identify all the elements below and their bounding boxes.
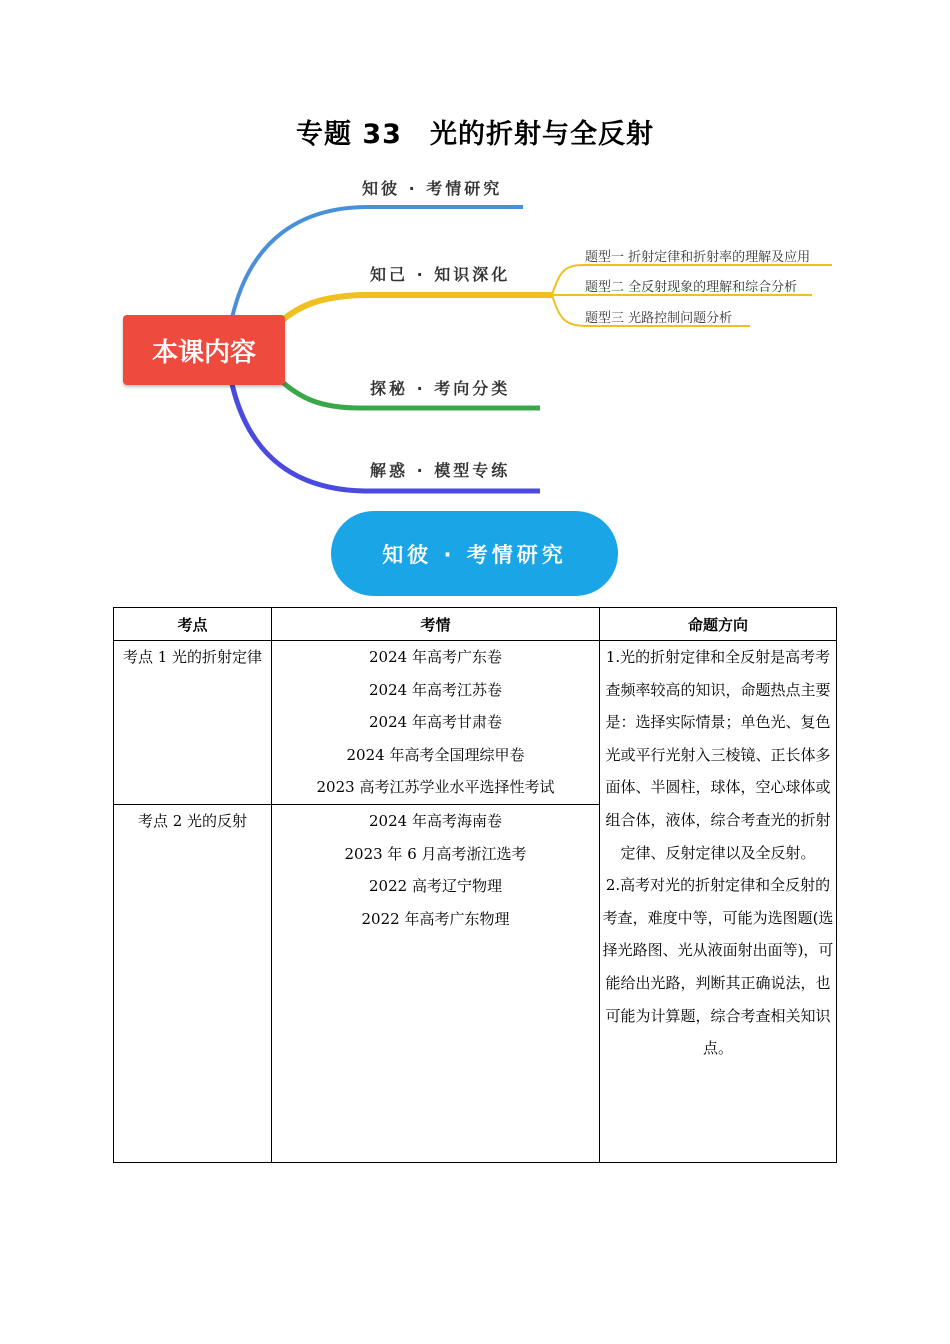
exam-item: 2024 年高考甘肃卷 bbox=[369, 713, 502, 732]
header-cell: 考情 bbox=[272, 608, 600, 641]
header-cell: 命题方向 bbox=[600, 608, 837, 641]
sub-label-3: 题型三 光路控制问题分析 bbox=[585, 311, 733, 326]
sub-label-1: 题型一 折射定律和折射率的理解及应用 bbox=[585, 250, 811, 265]
exam-item: 2023 年 6 月高考浙江选考 bbox=[344, 844, 527, 863]
exam-item: 2022 年高考广东物理 bbox=[361, 909, 510, 928]
direction-cell bbox=[600, 641, 837, 1163]
mind-map bbox=[0, 0, 950, 510]
branch-label-4: 解惑 · 模型专练 bbox=[370, 461, 511, 480]
exam-item: 2024 年高考全国理综甲卷 bbox=[346, 745, 525, 764]
exam-item: 2022 高考辽宁物理 bbox=[369, 877, 502, 896]
point-cell: 考点 1 光的折射定律 bbox=[114, 641, 272, 805]
exam-item: 2024 年高考广东卷 bbox=[369, 648, 502, 666]
exam-item: 2024 年高考江苏卷 bbox=[369, 680, 502, 699]
exam-cell bbox=[272, 805, 600, 1163]
direction-paragraph: 2.高考对光的折射定律和全反射的考查，难度中等，可能为选图题(选择光路图、光从液面射出面等)，可能给出光路，判断其正确说法，也可能为计算题，综合考查相关知识点。 bbox=[602, 876, 834, 1058]
branch-label-2: 知己 · 知识深化 bbox=[370, 265, 511, 284]
center-node: 本课内容 bbox=[123, 315, 285, 385]
exam-item: 2023 高考江苏学业水平选择性考试 bbox=[316, 778, 555, 797]
branch-label-1: 知彼 · 考情研究 bbox=[362, 179, 503, 198]
direction-paragraph: 1.光的折射定律和全反射是高考考查频率较高的知识，命题热点主要是：选择实际情景；单色光、复色光或平行光射入三棱镜、正长体多面体、半圆柱，球体，空心球体或组合体，液体，综合考查光的折射定律、反射定律以及全反射。 bbox=[605, 648, 831, 862]
page-title: 专题 33 光的折射与全反射 bbox=[296, 119, 654, 150]
branch-2-connector bbox=[280, 295, 552, 322]
section-pill: 知彼 · 考情研究 bbox=[331, 511, 618, 596]
sub-label-2: 题型二 全反射现象的理解和综合分析 bbox=[585, 280, 798, 295]
table-header-row bbox=[114, 608, 837, 641]
exam-table bbox=[113, 607, 837, 1163]
branch-label-3: 探秘 · 考向分类 bbox=[370, 379, 511, 398]
table-row bbox=[114, 641, 837, 805]
exam-item: 2024 年高考海南卷 bbox=[369, 812, 502, 830]
point-cell: 考点 2 光的反射 bbox=[114, 805, 272, 1163]
exam-cell bbox=[272, 641, 600, 805]
header-cell: 考点 bbox=[114, 608, 272, 641]
